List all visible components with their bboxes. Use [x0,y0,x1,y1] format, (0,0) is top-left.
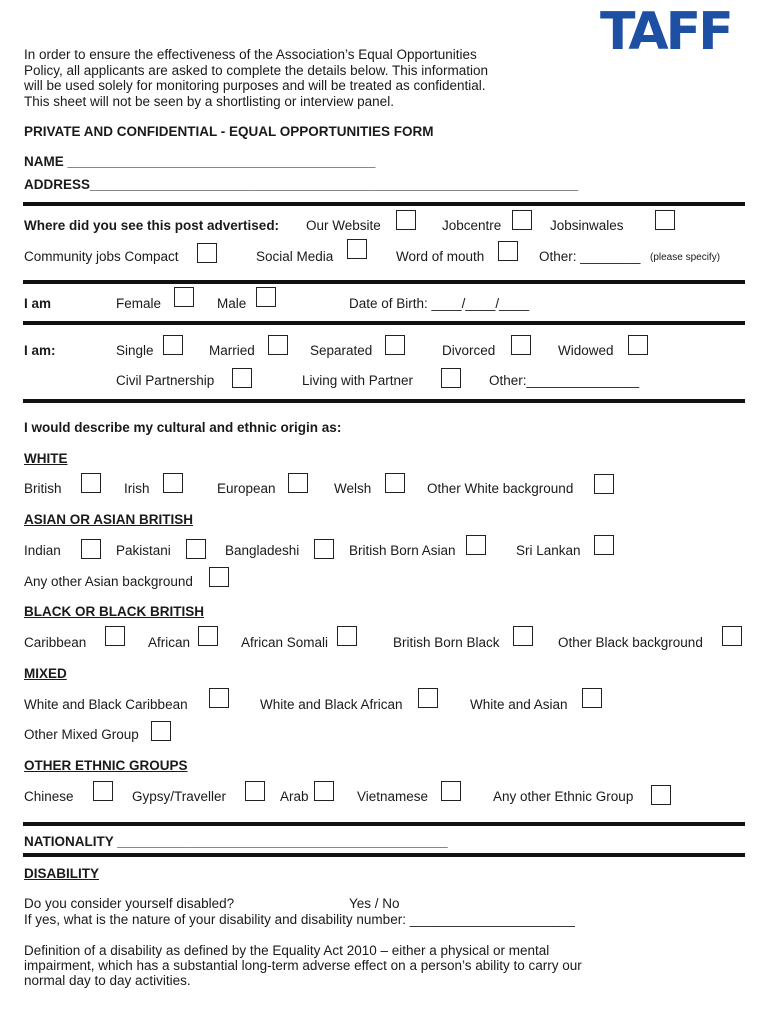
black-british-born-checkbox[interactable] [513,626,533,646]
divider [23,822,745,826]
advert-social-label: Social Media [256,249,334,264]
gender-male-label: Male [217,296,247,311]
white-other-label: Other White background [427,481,574,496]
mixed-other-label: Other Mixed Group [24,727,139,742]
gender-female-label: Female [116,296,162,311]
other-vietnamese-checkbox[interactable] [441,781,461,801]
status-living-checkbox[interactable] [441,368,461,388]
asian-indian-label: Indian [24,543,61,558]
advert-jobsinwales-checkbox[interactable] [655,210,675,230]
mixed-section-title: MIXED [24,666,67,681]
intro-line-2: Policy, all applicants are asked to complete the details below. This information [24,63,488,78]
other-any-checkbox[interactable] [651,785,671,805]
disability-definition-line-3: normal day to day activities. [24,973,191,988]
advert-community-checkbox[interactable] [197,243,217,263]
status-single-checkbox[interactable] [163,335,183,355]
other-chinese-checkbox[interactable] [93,781,113,801]
disability-definition-line-1: Definition of a disability as defined by the Equality Act 2010 – either a physical or mental [24,943,550,958]
asian-sri-lankan-checkbox[interactable] [594,535,614,555]
asian-pakistani-checkbox[interactable] [186,539,206,559]
black-other-label: Other Black background [558,635,703,650]
advert-other-field[interactable]: Other: ________ [539,249,641,264]
black-section-title: BLACK OR BLACK BRITISH [24,604,204,619]
white-other-checkbox[interactable] [594,474,614,494]
asian-sri-lankan-label: Sri Lankan [516,543,581,558]
status-other-field[interactable]: Other:_______________ [489,373,640,388]
asian-section-title: ASIAN OR ASIAN BRITISH [24,512,194,527]
asian-british-born-label: British Born Asian [349,543,456,558]
black-somali-checkbox[interactable] [337,626,357,646]
gender-male-checkbox[interactable] [256,287,276,307]
status-divorced-checkbox[interactable] [511,335,531,355]
other-gypsy-checkbox[interactable] [245,781,265,801]
gender-label: I am [24,296,52,311]
mixed-wba-checkbox[interactable] [418,688,438,708]
status-civil-label: Civil Partnership [116,373,215,388]
other-gypsy-label: Gypsy/Traveller [132,789,227,804]
divider [23,853,745,857]
asian-indian-checkbox[interactable] [81,539,101,559]
status-label: I am: [24,343,56,358]
status-widowed-label: Widowed [558,343,614,358]
black-somali-label: African Somali [241,635,329,650]
black-other-checkbox[interactable] [722,626,742,646]
advert-question: Where did you see this post advertised: [24,218,280,233]
status-divorced-label: Divorced [442,343,496,358]
disability-question: Do you consider yourself disabled? [24,896,235,911]
status-widowed-checkbox[interactable] [628,335,648,355]
advert-word-checkbox[interactable] [498,241,518,261]
asian-pakistani-label: Pakistani [116,543,171,558]
status-separated-checkbox[interactable] [385,335,405,355]
asian-bangladeshi-checkbox[interactable] [314,539,334,559]
disability-yes-no[interactable]: Yes / No [349,896,400,911]
black-british-born-label: British Born Black [393,635,500,650]
intro-line-1: In order to ensure the effectiveness of the Association’s Equal Opportunities [24,47,477,62]
advert-jobsinwales-label: Jobsinwales [550,218,624,233]
white-european-label: European [217,481,276,496]
gender-female-checkbox[interactable] [174,287,194,307]
white-welsh-label: Welsh [334,481,372,496]
divider [23,280,745,284]
mixed-wbc-checkbox[interactable] [209,688,229,708]
advert-word-label: Word of mouth [396,249,485,264]
status-single-label: Single [116,343,154,358]
advert-jobcentre-checkbox[interactable] [512,210,532,230]
status-living-label: Living with Partner [302,373,414,388]
asian-other-label: Any other Asian background [24,574,193,589]
white-irish-label: Irish [124,481,150,496]
intro-line-3: will be used solely for monitoring purposes and will be treated as confidential. [24,78,486,93]
advert-other-note: (please specify) [650,252,721,263]
asian-british-born-checkbox[interactable] [466,535,486,555]
address-field[interactable]: ADDRESS_________________________________________________________________ [24,177,579,192]
other-any-label: Any other Ethnic Group [493,789,634,804]
advert-social-checkbox[interactable] [347,239,367,259]
white-irish-checkbox[interactable] [163,473,183,493]
asian-other-checkbox[interactable] [209,567,229,587]
date-of-birth-field[interactable]: Date of Birth: ____/____/____ [349,296,530,311]
divider [23,321,745,325]
asian-bangladeshi-label: Bangladeshi [225,543,300,558]
divider [23,399,745,403]
disability-section-title: DISABILITY [24,866,100,881]
status-civil-checkbox[interactable] [232,368,252,388]
disability-definition-line-2: impairment, which has a substantial long-term adverse effect on a person’s ability to carry our [24,958,582,973]
mixed-wa-checkbox[interactable] [582,688,602,708]
taff-logo: TAFF [600,2,731,62]
status-married-label: Married [209,343,255,358]
black-african-checkbox[interactable] [198,626,218,646]
white-section-title: WHITE [24,451,68,466]
mixed-wbc-label: White and Black Caribbean [24,697,188,712]
advert-website-label: Our Website [306,218,381,233]
black-african-label: African [148,635,191,650]
disability-nature-field[interactable]: If yes, what is the nature of your disability and disability number: ______________________ [24,912,575,927]
mixed-wa-label: White and Asian [470,697,568,712]
status-separated-label: Separated [310,343,373,358]
white-welsh-checkbox[interactable] [385,473,405,493]
advert-jobcentre-label: Jobcentre [442,218,502,233]
advert-community-label: Community jobs Compact [24,249,179,264]
mixed-other-checkbox[interactable] [151,721,171,741]
divider [23,202,745,206]
white-british-label: British [24,481,62,496]
other-chinese-label: Chinese [24,789,74,804]
white-european-checkbox[interactable] [288,473,308,493]
status-married-checkbox[interactable] [268,335,288,355]
black-caribbean-checkbox[interactable] [105,626,125,646]
black-caribbean-label: Caribbean [24,635,87,650]
other-vietnamese-label: Vietnamese [357,789,429,804]
mixed-wba-label: White and Black African [260,697,403,712]
nationality-field[interactable]: NATIONALITY ____________________________________________ [24,834,448,849]
other-arab-checkbox[interactable] [314,781,334,801]
white-british-checkbox[interactable] [81,473,101,493]
ethnic-heading: I would describe my cultural and ethnic origin as: [24,420,342,435]
other-section-title: OTHER ETHNIC GROUPS [24,758,188,773]
intro-line-4: This sheet will not be seen by a shortlisting or interview panel. [24,94,394,109]
advert-website-checkbox[interactable] [396,210,416,230]
other-arab-label: Arab [280,789,309,804]
form-title: PRIVATE AND CONFIDENTIAL - EQUAL OPPORTUNITIES FORM [24,124,434,139]
name-field[interactable]: NAME _________________________________________ [24,154,376,169]
